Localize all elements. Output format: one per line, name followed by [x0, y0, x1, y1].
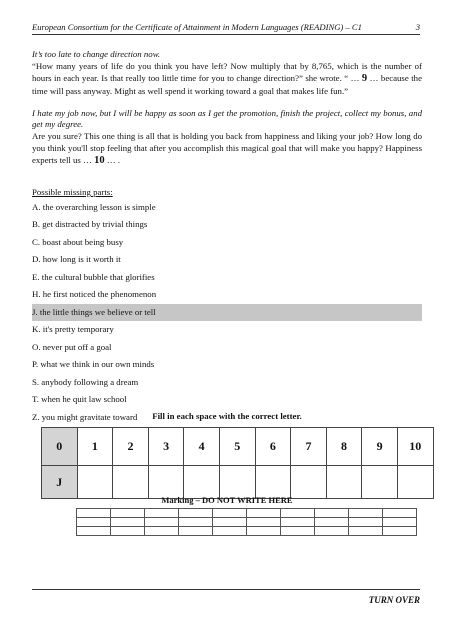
marking-cell: [77, 509, 111, 518]
marking-cell: [247, 518, 281, 527]
page-number: 3: [415, 22, 420, 32]
marking-cell: [179, 527, 213, 536]
answer-input-cell[interactable]: [326, 466, 362, 499]
option-item: B. get distracted by trivial things: [32, 219, 148, 230]
marking-cell: [111, 518, 145, 527]
option-item: E. the cultural bubble that glorifies: [32, 271, 155, 282]
marking-cell: [349, 518, 383, 527]
marking-cell: [111, 509, 145, 518]
answer-input-cell[interactable]: [219, 466, 255, 499]
answer-number-cell: 7: [291, 428, 327, 466]
paragraph-4-end: … .: [104, 155, 120, 166]
answer-input-cell[interactable]: [397, 466, 433, 499]
marking-cell: [383, 509, 417, 518]
option-item: P. what we think in our own minds: [32, 359, 155, 370]
example-answer-cell: J: [42, 466, 78, 499]
answer-letter-row: [42, 466, 434, 499]
fill-instruction: Fill in each space with the correct letter.: [152, 411, 302, 421]
marking-cell: [383, 527, 417, 536]
answer-table: [41, 427, 434, 499]
answer-number-cell: 3: [148, 428, 184, 466]
option-item: T. when he quit law school: [32, 394, 127, 405]
answer-input-cell[interactable]: [255, 466, 291, 499]
option-item: Z. you might gravitate toward: [32, 411, 138, 422]
answer-input-cell[interactable]: [113, 466, 149, 499]
footer-divider: [32, 589, 420, 590]
marking-cell: [315, 527, 349, 536]
paragraph-2-end: … because the time will pass anyway. Might as well spend it working toward a goal that makes life fun.”: [32, 73, 422, 97]
marking-cell: [349, 509, 383, 518]
header-title: European Consortium for the Certificate of Attainment in Modern Languages (READING) – C1: [32, 22, 362, 32]
options-title: Possible missing parts:: [32, 186, 113, 197]
option-item: A. the overarching lesson is simple: [32, 201, 156, 212]
marking-cell: [179, 509, 213, 518]
answer-number-cell: 9: [362, 428, 398, 466]
options-list: [32, 199, 422, 427]
marking-cell: [383, 518, 417, 527]
answer-number-cell: 2: [113, 428, 149, 466]
marking-cell: [145, 509, 179, 518]
paragraph-1: It’s too late to change direction now.: [32, 49, 161, 59]
option-item: J. the little things we believe or tell: [32, 304, 422, 322]
option-item: D. how long is it worth it: [32, 254, 121, 265]
marking-cell: [111, 527, 145, 536]
marking-cell: [145, 527, 179, 536]
answer-input-cell[interactable]: [148, 466, 184, 499]
marking-cell: [179, 518, 213, 527]
paragraph-2-start: “How many years of life do you think you have left? Now multiply that by 8,765, which is the number of hours in each year. Is that really too little time for you to change direction?” she wrote. “ …: [32, 60, 422, 84]
answer-number-row: [42, 428, 434, 466]
answer-input-cell[interactable]: [184, 466, 220, 499]
paragraph-4-start: Are you sure? This one thing is all that is holding you back from happiness and liking your job? How long do you think you'll stop feeling that after you accomplish this magical goal that will make you happy? Happiness experts tell us …: [32, 130, 422, 166]
answer-number-cell: 0: [42, 428, 78, 466]
answer-input-cell[interactable]: [362, 466, 398, 499]
answer-number-cell: 1: [77, 428, 113, 466]
answer-number-cell: 6: [255, 428, 291, 466]
answer-number-cell: 5: [219, 428, 255, 466]
option-item: C. boast about being busy: [32, 236, 124, 247]
option-item: K. it's pretty temporary: [32, 324, 114, 335]
turn-over-label: TURN OVER: [368, 595, 420, 605]
marking-cell: [281, 509, 315, 518]
marking-cell: [77, 527, 111, 536]
page-header: [32, 22, 420, 35]
marking-cell: [281, 518, 315, 527]
marking-cell: [247, 527, 281, 536]
marking-title: Marking – DO NOT WRITE HERE: [161, 495, 293, 505]
option-item: H. he first noticed the phenomenon: [32, 289, 157, 300]
paragraph-4: [32, 131, 422, 168]
option-item: S. anybody following a dream: [32, 376, 139, 387]
answer-number-cell: 8: [326, 428, 362, 466]
answer-number-cell: 4: [184, 428, 220, 466]
answer-number-cell: 10: [397, 428, 433, 466]
marking-cell: [145, 518, 179, 527]
paragraph-3: I hate my job now, but I will be happy as soon as I get the promotion, finish the project, collect my bonus, and get my degree.: [32, 107, 422, 130]
answer-input-cell[interactable]: [77, 466, 113, 499]
marking-cell: [281, 527, 315, 536]
marking-cell: [349, 527, 383, 536]
marking-cell: [315, 518, 349, 527]
marking-cell: [213, 509, 247, 518]
marking-cell: [315, 509, 349, 518]
option-item: O. never put off a goal: [32, 341, 112, 352]
marking-cell: [213, 527, 247, 536]
answer-input-cell[interactable]: [291, 466, 327, 499]
gap-9: 9: [361, 73, 368, 85]
marking-cell: [213, 518, 247, 527]
marking-table: [76, 508, 417, 536]
reading-text: [32, 49, 422, 426]
marking-cell: [77, 518, 111, 527]
paragraph-2: [32, 61, 422, 98]
marking-cell: [247, 509, 281, 518]
gap-10: 10: [94, 155, 105, 167]
